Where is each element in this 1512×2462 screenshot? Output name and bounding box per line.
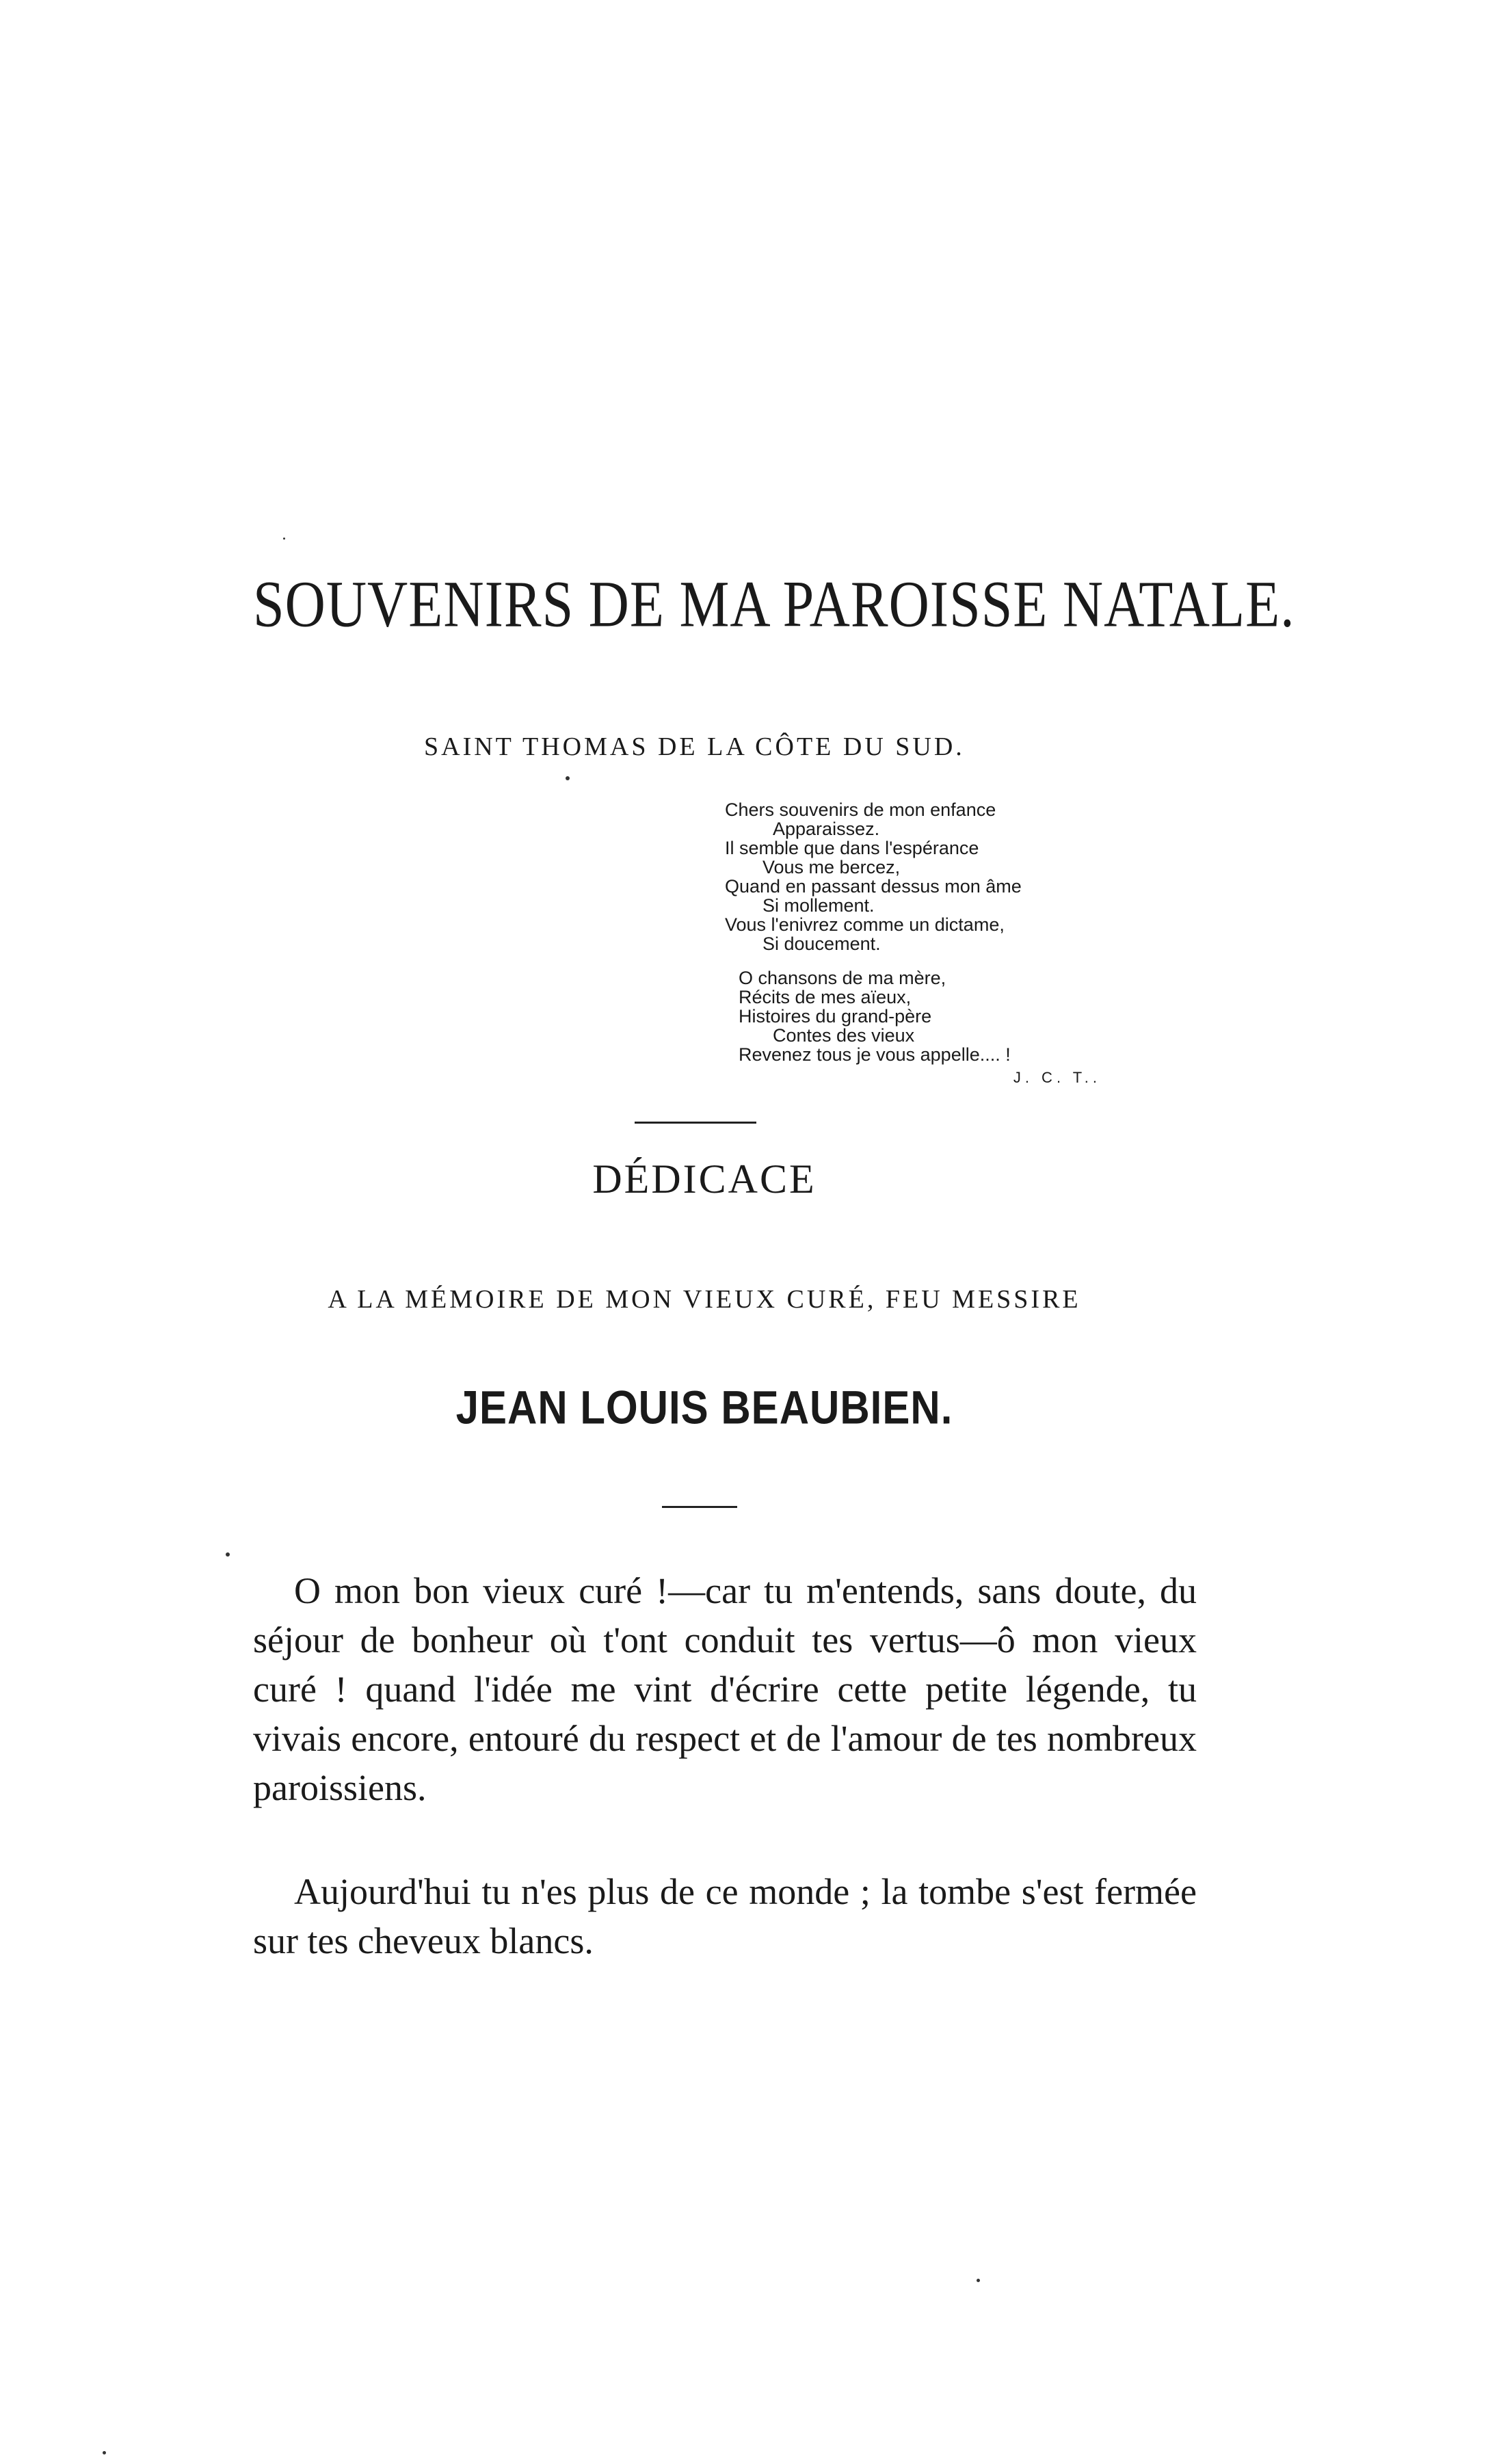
epigraph-line: O chansons de ma mère, (739, 968, 946, 988)
epigraph (725, 800, 1108, 1087)
epigraph-line: Quand en passant dessus mon âme (725, 876, 1022, 897)
epigraph-line: Contes des vieux (773, 1025, 915, 1046)
epigraph-line: Apparaissez. (773, 819, 880, 839)
epigraph-line: Il semble que dans l'espérance (725, 838, 979, 858)
stray-mark (283, 538, 285, 540)
page-subtitle: SAINT THOMAS DE LA CÔTE DU SUD. (424, 732, 965, 761)
dedicatee-name: JEAN LOUIS BEAUBIEN. (455, 1381, 953, 1434)
section-rule (662, 1506, 737, 1508)
epigraph-line: Revenez tous je vous appelle.... ! (739, 1044, 1011, 1065)
paragraph-text: Aujourd'hui tu n'es plus de ce monde ; la tombe s'est fermée sur tes cheveux blancs. (253, 1871, 1197, 1961)
stray-mark (977, 2279, 980, 2282)
body-paragraph (253, 1566, 1197, 1812)
stray-mark (103, 2451, 106, 2454)
dedication-heading: DÉDICACE (592, 1156, 817, 1202)
margin-mark (226, 1552, 230, 1557)
epigraph-line: Vous me bercez, (762, 857, 901, 877)
epigraph-line: Si mollement. (762, 895, 875, 916)
section-rule (635, 1122, 756, 1124)
epigraph-line: Vous l'enivrez comme un dictame, (725, 914, 1005, 935)
epigraph-line: Chers souvenirs de mon enfance (725, 799, 996, 820)
paragraph-text: O mon bon vieux curé !—car tu m'entends, sans doute, du séjour de bonheur où t'ont conduit tes vertus—ô mon vieux curé ! quand l'idée me vint d'écrire cette petite légende, tu vivais encore, entouré du respect et de l'amour de tes nombreux paroissiens. (253, 1570, 1197, 1808)
epigraph-line: Si doucement. (762, 934, 881, 954)
stanza-gap (725, 953, 1108, 968)
body-paragraph (253, 1867, 1197, 1965)
epigraph-line: Histoires du grand-père (739, 1006, 932, 1027)
epigraph-line: Récits de mes aïeux, (739, 987, 912, 1007)
page-title: SOUVENIRS DE MA PAROISSE NATALE. (253, 567, 1295, 641)
epigraph-signature: J. C. T.. (1013, 1069, 1101, 1086)
stray-mark (566, 776, 570, 780)
dedication-line: A LA MÉMOIRE DE MON VIEUX CURÉ, FEU MESSIRE (328, 1285, 1081, 1314)
